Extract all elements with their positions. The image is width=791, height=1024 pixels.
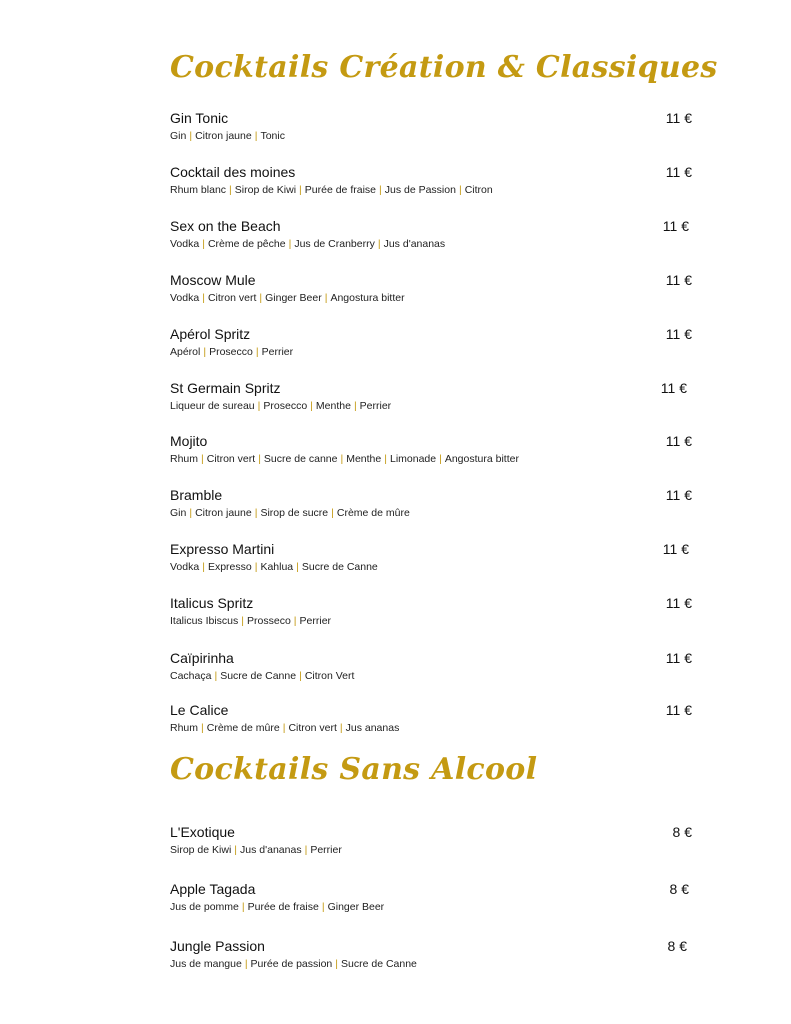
item-price: 11 € — [665, 326, 692, 342]
ingredient-separator: | — [229, 184, 232, 196]
item-name: St Germain Spritz — [170, 380, 281, 396]
menu-item — [170, 380, 692, 413]
item-price: 11 € — [665, 650, 692, 666]
item-ingredients — [170, 900, 692, 914]
item-name: Sex on the Beach — [170, 218, 281, 234]
item-ingredients — [170, 291, 692, 305]
item-ingredients — [170, 345, 692, 359]
menu-item — [170, 824, 692, 857]
ingredient: Citron jaune — [195, 130, 252, 142]
ingredient-separator: | — [254, 130, 258, 142]
ingredient: Perrier — [359, 400, 392, 412]
item-ingredients — [170, 669, 692, 683]
item-ingredients — [170, 129, 692, 143]
ingredient: Jus de Cranberry — [294, 238, 375, 250]
menu-item — [170, 938, 692, 971]
ingredient: Prosecco — [209, 346, 253, 358]
item-name: Moscow Mule — [170, 272, 256, 288]
item-price: 11 € — [662, 218, 689, 234]
item-name: Le Calice — [170, 702, 229, 718]
item-ingredients — [170, 183, 692, 197]
item-price: 11 € — [665, 595, 692, 611]
ingredient-separator: | — [189, 507, 193, 519]
ingredient: Purée de passion — [250, 958, 333, 970]
item-price: 11 € — [665, 164, 692, 180]
ingredient: Angostura bitter — [330, 292, 405, 304]
ingredient-separator: | — [244, 958, 248, 970]
item-name: Mojito — [170, 433, 208, 449]
ingredient: Perrier — [310, 844, 342, 856]
menu-item — [170, 218, 692, 251]
ingredient-separator: | — [321, 901, 325, 913]
ingredient: Gin — [170, 130, 187, 142]
menu-item — [170, 881, 692, 914]
item-name: Caïpirinha — [170, 650, 234, 666]
ingredient: Jus de pomme — [170, 901, 239, 913]
menu-item — [170, 272, 692, 305]
ingredient: Sirop de Kiwi — [170, 844, 232, 856]
menu-item — [170, 326, 692, 359]
ingredient-separator: | — [377, 238, 381, 250]
item-price: 11 € — [662, 541, 689, 557]
ingredient-separator: | — [259, 292, 263, 304]
item-ingredients — [170, 843, 692, 857]
section-title-non-alcoholic: Cocktails Sans Alcool — [170, 752, 538, 787]
ingredient-separator: | — [254, 561, 258, 573]
ingredient-separator: | — [241, 615, 245, 627]
ingredient-separator: | — [258, 453, 261, 465]
ingredient: Perrier — [261, 346, 294, 358]
ingredient-separator: | — [439, 453, 442, 465]
item-ingredients — [170, 957, 692, 971]
item-name: Italicus Spritz — [170, 595, 254, 611]
ingredient-separator: | — [299, 670, 302, 682]
section-title-classics: Cocktails Création & Classiques — [170, 50, 718, 85]
item-name: Jungle Passion — [170, 938, 265, 954]
ingredient: Expresso — [207, 561, 252, 573]
ingredient-separator: | — [202, 238, 205, 250]
ingredient-separator: | — [189, 130, 193, 142]
menu-item — [170, 487, 692, 520]
ingredient: Perrier — [299, 615, 332, 627]
ingredient-separator: | — [257, 400, 261, 412]
ingredient: Sucre de Canne — [341, 958, 417, 970]
ingredient: Angostura bitter — [444, 453, 519, 465]
item-name: Cocktail des moines — [170, 164, 296, 180]
ingredient: Purée de fraise — [247, 901, 319, 913]
ingredient: Citron Vert — [304, 670, 355, 682]
ingredient: Citron vert — [207, 292, 257, 304]
ingredient: Sucre de canne — [263, 453, 338, 465]
ingredient-separator: | — [331, 507, 334, 519]
item-price: 11 € — [665, 433, 692, 449]
item-name: Bramble — [170, 487, 223, 503]
menu-item — [170, 650, 692, 683]
ingredient-separator: | — [241, 901, 245, 913]
ingredient: Jus de Passion — [384, 184, 456, 196]
ingredient-separator: | — [458, 184, 462, 196]
ingredient: Vodka — [170, 561, 200, 573]
item-name: L'Exotique — [170, 824, 235, 840]
ingredient-separator: | — [282, 722, 286, 734]
ingredient: Sucre de Canne — [301, 561, 378, 573]
ingredient-separator: | — [214, 670, 218, 682]
item-price: 8 € — [669, 881, 689, 897]
menu-item — [170, 702, 692, 735]
item-ingredients — [170, 560, 692, 574]
ingredient: Menthe — [315, 400, 351, 412]
ingredient: Apérol — [170, 346, 201, 358]
ingredient: Ginger Beer — [327, 901, 385, 913]
ingredient: Liqueur de sureau — [170, 400, 255, 412]
item-ingredients — [170, 506, 692, 520]
ingredient-separator: | — [202, 561, 205, 573]
menu-item — [170, 595, 692, 628]
ingredient-separator: | — [288, 238, 292, 250]
ingredient: Limonade — [389, 453, 437, 465]
ingredient-separator: | — [203, 346, 207, 358]
item-price: 11 € — [665, 110, 692, 126]
ingredient-separator: | — [255, 346, 259, 358]
ingredient-separator: | — [202, 292, 205, 304]
ingredient: Sirop de sucre — [260, 507, 329, 519]
item-name: Gin Tonic — [170, 110, 229, 126]
ingredient-separator: | — [340, 453, 344, 465]
ingredient-separator: | — [310, 400, 313, 412]
ingredient: Vodka — [170, 292, 200, 304]
ingredient-separator: | — [201, 453, 204, 465]
ingredient: Sucre de Canne — [220, 670, 297, 682]
ingredient-separator: | — [324, 292, 328, 304]
ingredient: Rhum — [170, 453, 199, 465]
ingredient: Jus d'ananas — [240, 844, 302, 856]
item-price: 11 € — [660, 380, 687, 396]
item-ingredients — [170, 721, 692, 735]
ingredient-separator: | — [293, 615, 297, 627]
ingredient-separator: | — [339, 722, 343, 734]
item-name: Apérol Spritz — [170, 326, 251, 342]
ingredient: Rhum — [170, 722, 199, 734]
ingredient-separator: | — [384, 453, 387, 465]
item-price: 11 € — [665, 487, 692, 503]
ingredient: Cachaça — [170, 670, 212, 682]
item-price: 11 € — [665, 272, 692, 288]
ingredient-separator: | — [379, 184, 382, 196]
ingredient: Prosecco — [263, 400, 308, 412]
ingredient: Italicus Ibiscus — [170, 615, 239, 627]
ingredient-separator: | — [353, 400, 357, 412]
ingredient: Crème de mûre — [336, 507, 410, 519]
item-price: 8 € — [667, 938, 687, 954]
ingredient: Crème de mûre — [206, 722, 280, 734]
ingredient: Citron — [464, 184, 493, 196]
ingredient: Jus ananas — [345, 722, 400, 734]
ingredient-separator: | — [254, 507, 258, 519]
ingredient-separator: | — [201, 722, 204, 734]
ingredient: Vodka — [170, 238, 200, 250]
item-ingredients — [170, 237, 692, 251]
menu-item — [170, 541, 692, 574]
ingredient: Menthe — [346, 453, 382, 465]
item-price: 11 € — [665, 702, 692, 718]
item-ingredients — [170, 614, 692, 628]
item-name: Expresso Martini — [170, 541, 275, 557]
ingredient: Crème de pêche — [207, 238, 286, 250]
ingredient: Purée de fraise — [304, 184, 376, 196]
ingredient: Prosseco — [247, 615, 291, 627]
ingredient: Jus d'ananas — [383, 238, 446, 250]
ingredient: Sirop de Kiwi — [234, 184, 297, 196]
ingredient: Ginger Beer — [265, 292, 322, 304]
item-ingredients — [170, 452, 692, 466]
ingredient: Citron jaune — [195, 507, 252, 519]
ingredient: Rhum blanc — [170, 184, 227, 196]
ingredient-separator: | — [304, 844, 308, 856]
ingredient-separator: | — [299, 184, 302, 196]
item-price: 8 € — [672, 824, 692, 840]
ingredient: Jus de mangue — [170, 958, 242, 970]
menu-item — [170, 164, 692, 197]
ingredient: Citron vert — [288, 722, 337, 734]
ingredient: Gin — [170, 507, 187, 519]
item-name: Apple Tagada — [170, 881, 256, 897]
ingredient: Citron vert — [206, 453, 256, 465]
menu-item — [170, 433, 692, 466]
ingredient-separator: | — [234, 844, 238, 856]
menu-item — [170, 110, 692, 143]
ingredient-separator: | — [296, 561, 299, 573]
ingredient: Tonic — [260, 130, 285, 142]
item-ingredients — [170, 399, 692, 413]
ingredient: Kahlua — [260, 561, 294, 573]
ingredient-separator: | — [335, 958, 339, 970]
